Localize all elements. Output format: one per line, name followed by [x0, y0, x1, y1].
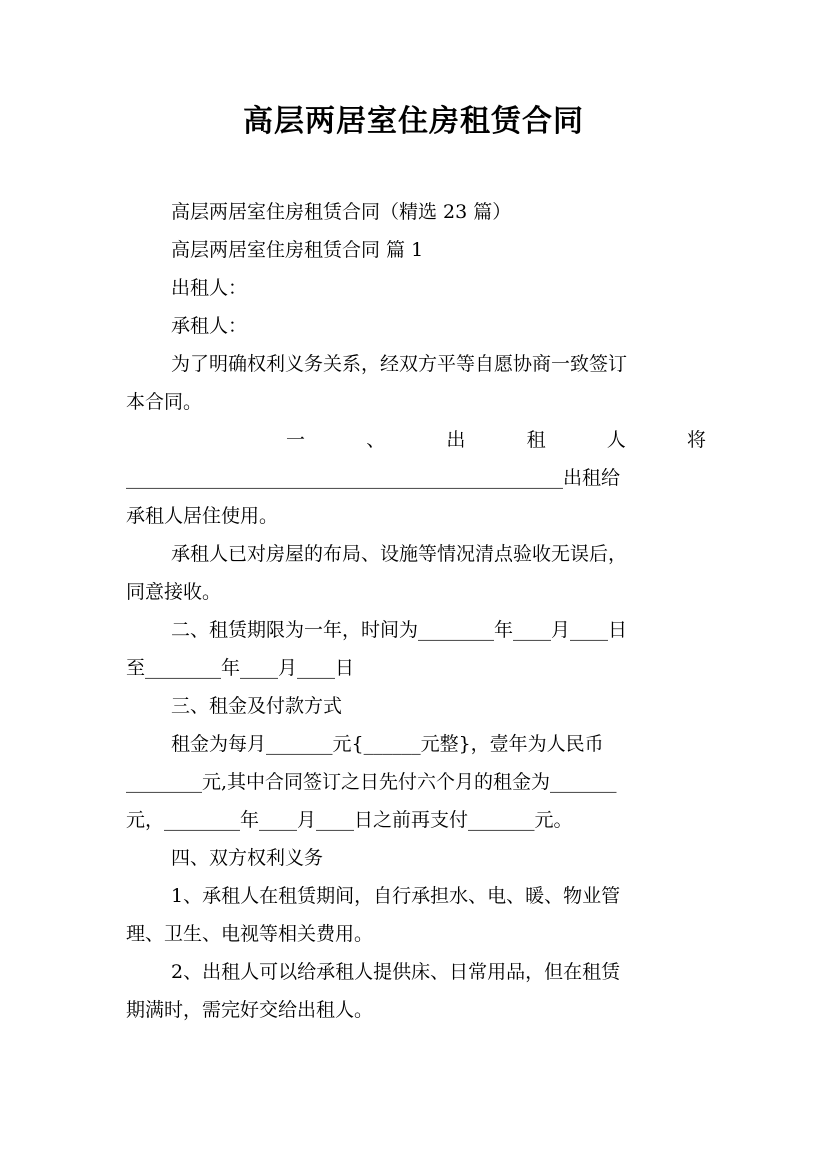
paragraph-line: 理、卫生、电视等相关费用。 — [126, 923, 374, 945]
paragraph-line: ______________________________________________出租给 — [126, 467, 621, 489]
paragraph-line: 租金为每月_______元{______元整}，壹年为人民币 — [171, 733, 604, 755]
paragraph-line: 1、承租人在租赁期间，自行承担水、电、暖、物业管 — [171, 885, 621, 907]
paragraph-line: 承租人居住使用。 — [126, 505, 279, 527]
clause-one-spread — [126, 421, 706, 459]
spread-char: 租 — [526, 429, 546, 451]
paragraph-line: 期满时，需完好交给出租人。 — [126, 999, 374, 1021]
lessee-label: 承租人： — [171, 315, 248, 337]
paragraph-line: ________元,其中合同签订之日先付六个月的租金为_______ — [126, 771, 617, 793]
paragraph-line: 承租人已对房屋的布局、设施等情况清点验收无误后， — [171, 543, 628, 565]
spread-char: 出 — [446, 429, 466, 451]
document-title: 高层两居室住房租赁合同 — [243, 104, 584, 139]
section-heading: 高层两居室住房租赁合同 篇 1 — [171, 239, 424, 261]
document-body — [126, 193, 706, 1029]
paragraph-line: 元，________年____月____日之前再支付_______元。 — [126, 809, 573, 831]
paragraph-line: 至________年____月____日 — [126, 657, 355, 679]
lessor-label: 出租人： — [171, 277, 248, 299]
paragraph-line: 同意接收。 — [126, 581, 222, 603]
spread-char: 将 — [686, 429, 706, 451]
section-heading: 三、租金及付款方式 — [171, 695, 343, 717]
paragraph-line: 本合同。 — [126, 391, 203, 413]
spread-char: 、 — [366, 429, 386, 451]
section-heading: 四、双方权利义务 — [171, 847, 324, 869]
paragraph-line: 2、出租人可以给承租人提供床、日常用品，但在租赁 — [171, 961, 621, 983]
spread-char: 一 — [286, 429, 306, 451]
paragraph-line: 为了明确权利义务关系，经双方平等自愿协商一致签订 — [171, 353, 628, 375]
paragraph-line: 二、租赁期限为一年，时间为________年____月____日 — [171, 619, 628, 641]
document-subtitle: 高层两居室住房租赁合同（精选 23 篇） — [171, 201, 512, 223]
spread-char: 人 — [606, 429, 626, 451]
